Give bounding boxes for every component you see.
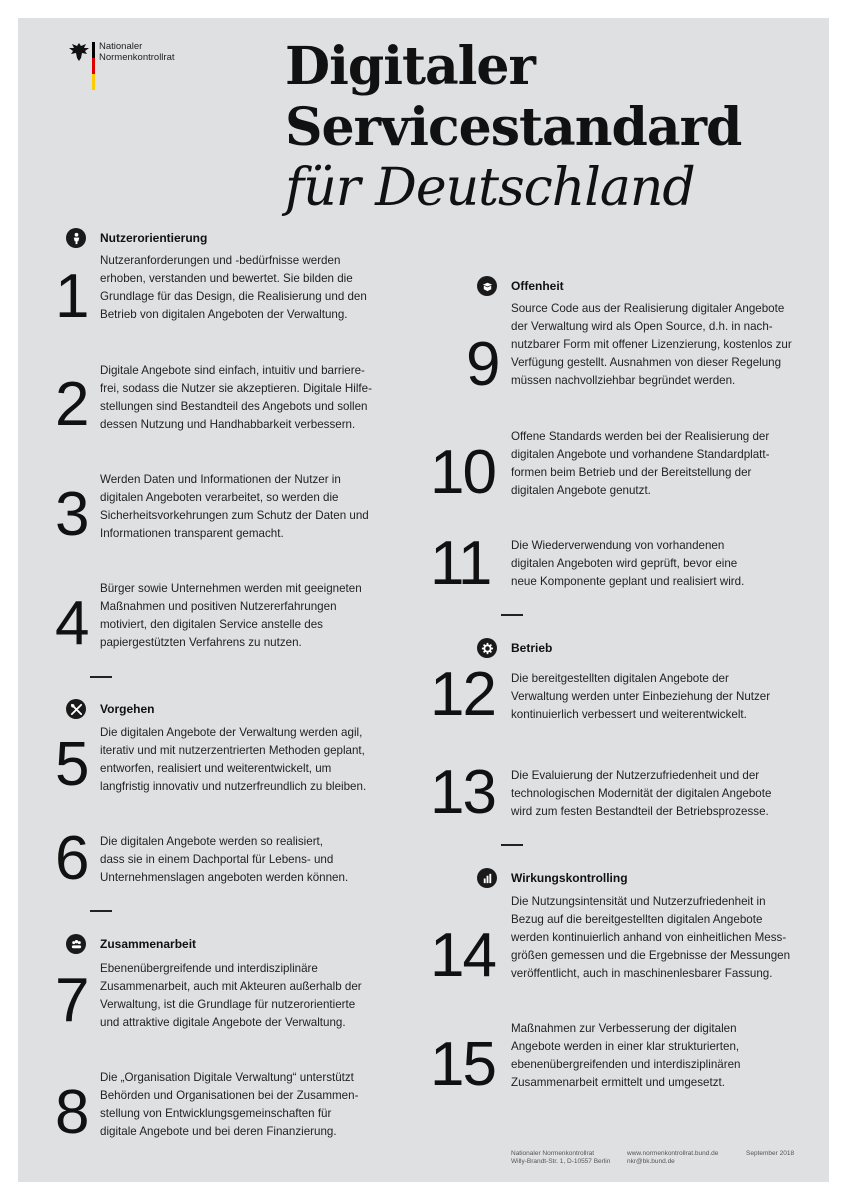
title-line-2: Servicestandard xyxy=(285,97,742,158)
item-number-15: 15 xyxy=(430,1030,495,1099)
item-15-line: Angebote werden in einer klar strukturierten, xyxy=(511,1040,740,1053)
item-3-line: Sicherheitsvorkehrungen zum Schutz der Daten und xyxy=(100,509,369,522)
item-11-line: digitalen Angeboten wird geprüft, bevor eine xyxy=(511,557,738,570)
group-icon xyxy=(66,934,86,954)
bar-chart-icon xyxy=(477,868,497,888)
item-text-14 xyxy=(511,893,790,983)
item-10-line: formen beim Betrieb und der Bereitstellung der xyxy=(511,466,752,479)
logo-text xyxy=(99,41,175,63)
item-3-line: Werden Daten und Informationen der Nutzer in xyxy=(100,473,341,486)
item-2-line: frei, sodass die Nutzer sie akzeptieren. Digitale Hilfe- xyxy=(100,382,372,395)
item-2-line: stellungen sind Bestandteil des Angebots und sollen xyxy=(100,400,368,413)
item-text-10 xyxy=(511,428,770,500)
section-title-nutzerorientierung: Nutzerorientierung xyxy=(100,231,208,245)
item-10-line: Offene Standards werden bei der Realisierung der xyxy=(511,430,770,443)
item-6-line: Unternehmenslagen angeboten werden können. xyxy=(100,871,349,884)
logo-line-2: Normenkontrollrat xyxy=(99,52,175,63)
divider xyxy=(501,844,523,846)
item-7-line: und attraktive digitale Angebote der Verwaltung. xyxy=(100,1016,346,1029)
item-14-line: Die Nutzungsintensität und Nutzerzufriedenheit in xyxy=(511,895,766,908)
item-number-8: 8 xyxy=(55,1078,88,1147)
section-title-wirkungskontrolling: Wirkungskontrolling xyxy=(511,871,628,885)
item-1-line: Nutzeranforderungen und -bedürfnisse werden xyxy=(100,254,341,267)
person-icon xyxy=(66,228,86,248)
item-8-line: stellung von Entwicklungsgemeinschaften für xyxy=(100,1107,332,1120)
item-6-line: Die digitalen Angebote werden so realisiert, xyxy=(100,835,323,848)
item-text-11 xyxy=(511,537,744,591)
item-12-line: Verwaltung werden unter Einbeziehung der Nutzer xyxy=(511,690,771,703)
item-7-line: Zusammenarbeit, auch mit Akteuren außerhalb der xyxy=(100,980,362,993)
item-8-line: Behörden und Organisationen bei der Zusammen- xyxy=(100,1089,359,1102)
item-number-6: 6 xyxy=(55,824,88,893)
item-3-line: digitalen Angeboten verarbeitet, so werden die xyxy=(100,491,339,504)
section-title-vorgehen: Vorgehen xyxy=(100,702,155,716)
footer-date: September 2018 xyxy=(746,1150,795,1157)
section-title-betrieb: Betrieb xyxy=(511,641,553,655)
item-number-7: 7 xyxy=(55,966,88,1035)
item-number-10: 10 xyxy=(430,438,495,507)
item-text-15 xyxy=(511,1020,740,1092)
item-number-12: 12 xyxy=(430,660,495,729)
item-5-line: iterativ und mit nutzerzentrierten Methoden geplant, xyxy=(100,744,365,757)
item-8-line: Die „Organisation Digitale Verwaltung“ unterstützt xyxy=(100,1071,354,1084)
title-line-1: Digitaler xyxy=(285,36,535,97)
logo-line-1: Nationaler xyxy=(99,41,143,52)
item-6-line: dass sie in einem Dachportal für Lebens- und xyxy=(100,853,334,866)
item-9-line: Source Code aus der Realisierung digitaler Angebote xyxy=(511,302,785,315)
item-text-6 xyxy=(100,833,348,887)
title-line-3: für Deutschland xyxy=(285,158,695,218)
item-number-1: 1 xyxy=(55,262,88,331)
item-5-line: Die digitalen Angebote der Verwaltung werden agil, xyxy=(100,726,363,739)
item-text-4 xyxy=(100,580,362,652)
item-11-line: neue Komponente geplant und realisiert wird. xyxy=(511,575,745,588)
item-5-line: langfristig innovativ und nutzerfreundlich zu bleiben. xyxy=(100,780,367,793)
section-title-offenheit: Offenheit xyxy=(511,279,564,293)
item-15-line: Maßnahmen zur Verbesserung der digitalen xyxy=(511,1022,737,1035)
item-15-line: ebenenübergreifenden und interdisziplinären xyxy=(511,1058,741,1071)
item-2-line: Digitale Angebote sind einfach, intuitiv und barriere- xyxy=(100,364,365,377)
item-text-5 xyxy=(100,724,366,796)
open-box-icon xyxy=(477,276,497,296)
item-number-14: 14 xyxy=(430,921,495,990)
item-15-line: Zusammenarbeit ermittelt und umgesetzt. xyxy=(511,1076,725,1089)
item-number-5: 5 xyxy=(55,730,88,799)
item-number-2: 2 xyxy=(55,370,88,439)
item-13-line: technologischen Modernität der digitalen Angebote xyxy=(511,787,772,800)
footer-email: nkr@bk.bund.de xyxy=(627,1158,675,1165)
item-8-line: digitale Angebote und bei deren Finanzierung. xyxy=(100,1125,337,1138)
item-10-line: digitalen Angebote und vorhandene Standardplatt- xyxy=(511,448,770,461)
section-title-zusammenarbeit: Zusammenarbeit xyxy=(100,937,197,951)
item-9-line: der Verwaltung wird als Open Source, d.h. in nach- xyxy=(511,320,773,333)
item-13-line: wird zum festen Bestandteil der Betriebsprozesse. xyxy=(511,805,769,818)
gear-icon xyxy=(477,638,497,658)
item-14-line: werden kontinuierlich anhand von einheitlichen Mess- xyxy=(511,931,787,944)
item-1-line: Grundlage für das Design, die Realisierung und den xyxy=(100,290,367,303)
item-number-13: 13 xyxy=(430,758,495,827)
divider xyxy=(90,910,112,912)
item-1-line: erhoben, verstanden und bewertet. Sie bilden die xyxy=(100,272,353,285)
item-11-line: Die Wiederverwendung von vorhandenen xyxy=(511,539,725,552)
item-12-line: Die bereitgestellten digitalen Angebote der xyxy=(511,672,729,685)
item-text-13 xyxy=(511,767,771,821)
item-3-line: Informationen transparent gemacht. xyxy=(100,527,284,540)
german-flag-bar xyxy=(92,42,95,90)
item-text-8 xyxy=(100,1069,358,1141)
item-14-line: Bezug auf die bereitgestellten digitalen Angebote xyxy=(511,913,763,926)
item-12-line: kontinuierlich verbessert und weiterentwickelt. xyxy=(511,708,747,721)
federal-eagle-icon xyxy=(68,42,90,62)
item-9-line: nutzbarer Form mit offener Lizenzierung, kostenlos zur xyxy=(511,338,792,351)
page-title xyxy=(285,36,741,219)
item-text-9 xyxy=(511,300,792,390)
item-13-line: Die Evaluierung der Nutzerzufriedenheit und der xyxy=(511,769,760,782)
item-number-3: 3 xyxy=(55,480,88,549)
item-10-line: digitalen Angebote genutzt. xyxy=(511,484,651,497)
item-number-4: 4 xyxy=(55,589,88,658)
divider xyxy=(501,614,523,616)
item-14-line: veröffentlicht, auch in maschinenlesbarer Fassung. xyxy=(511,967,773,980)
footer-address xyxy=(511,1150,610,1166)
item-7-line: Verwaltung, ist die Grundlage für nutzerorientierte xyxy=(100,998,356,1011)
item-1-line: Betrieb von digitalen Angeboten der Verwaltung. xyxy=(100,308,348,321)
tools-icon xyxy=(66,699,86,719)
divider xyxy=(90,676,112,678)
footer-contact xyxy=(627,1150,718,1166)
item-number-11: 11 xyxy=(430,529,491,598)
footer-org: Nationaler Normenkontrollrat xyxy=(511,1150,595,1157)
footer-web-link: www.normenkontrollrat.bund.de xyxy=(627,1150,719,1157)
item-4-line: Maßnahmen und positiven Nutzererfahrungen xyxy=(100,600,337,613)
item-14-line: größen gemessen und die Ergebnisse der Messungen xyxy=(511,949,791,962)
item-text-12 xyxy=(511,670,770,724)
item-7-line: Ebenenübergreifende und interdisziplinäre xyxy=(100,962,318,975)
item-text-7 xyxy=(100,960,362,1032)
item-number-9: 9 xyxy=(466,330,499,399)
item-text-1 xyxy=(100,252,367,324)
item-text-2 xyxy=(100,362,372,434)
item-4-line: Bürger sowie Unternehmen werden mit geeigneten xyxy=(100,582,362,595)
item-text-3 xyxy=(100,471,369,543)
item-4-line: motiviert, den digitalen Service anstelle des xyxy=(100,618,323,631)
item-9-line: müssen nachvollziehbar begründet werden. xyxy=(511,374,736,387)
item-9-line: Verfügung gestellt. Ausnahmen von dieser Regelung xyxy=(511,356,782,369)
item-4-line: papiergestützten Verfahrens zu nutzen. xyxy=(100,636,302,649)
footer-street: Willy-Brandt-Str. 1, D-10557 Berlin xyxy=(511,1158,611,1165)
item-2-line: dessen Nutzung und Handhabbarkeit verbessern. xyxy=(100,418,356,431)
item-5-line: entworfen, realisiert und weiterentwickelt, um xyxy=(100,762,332,775)
